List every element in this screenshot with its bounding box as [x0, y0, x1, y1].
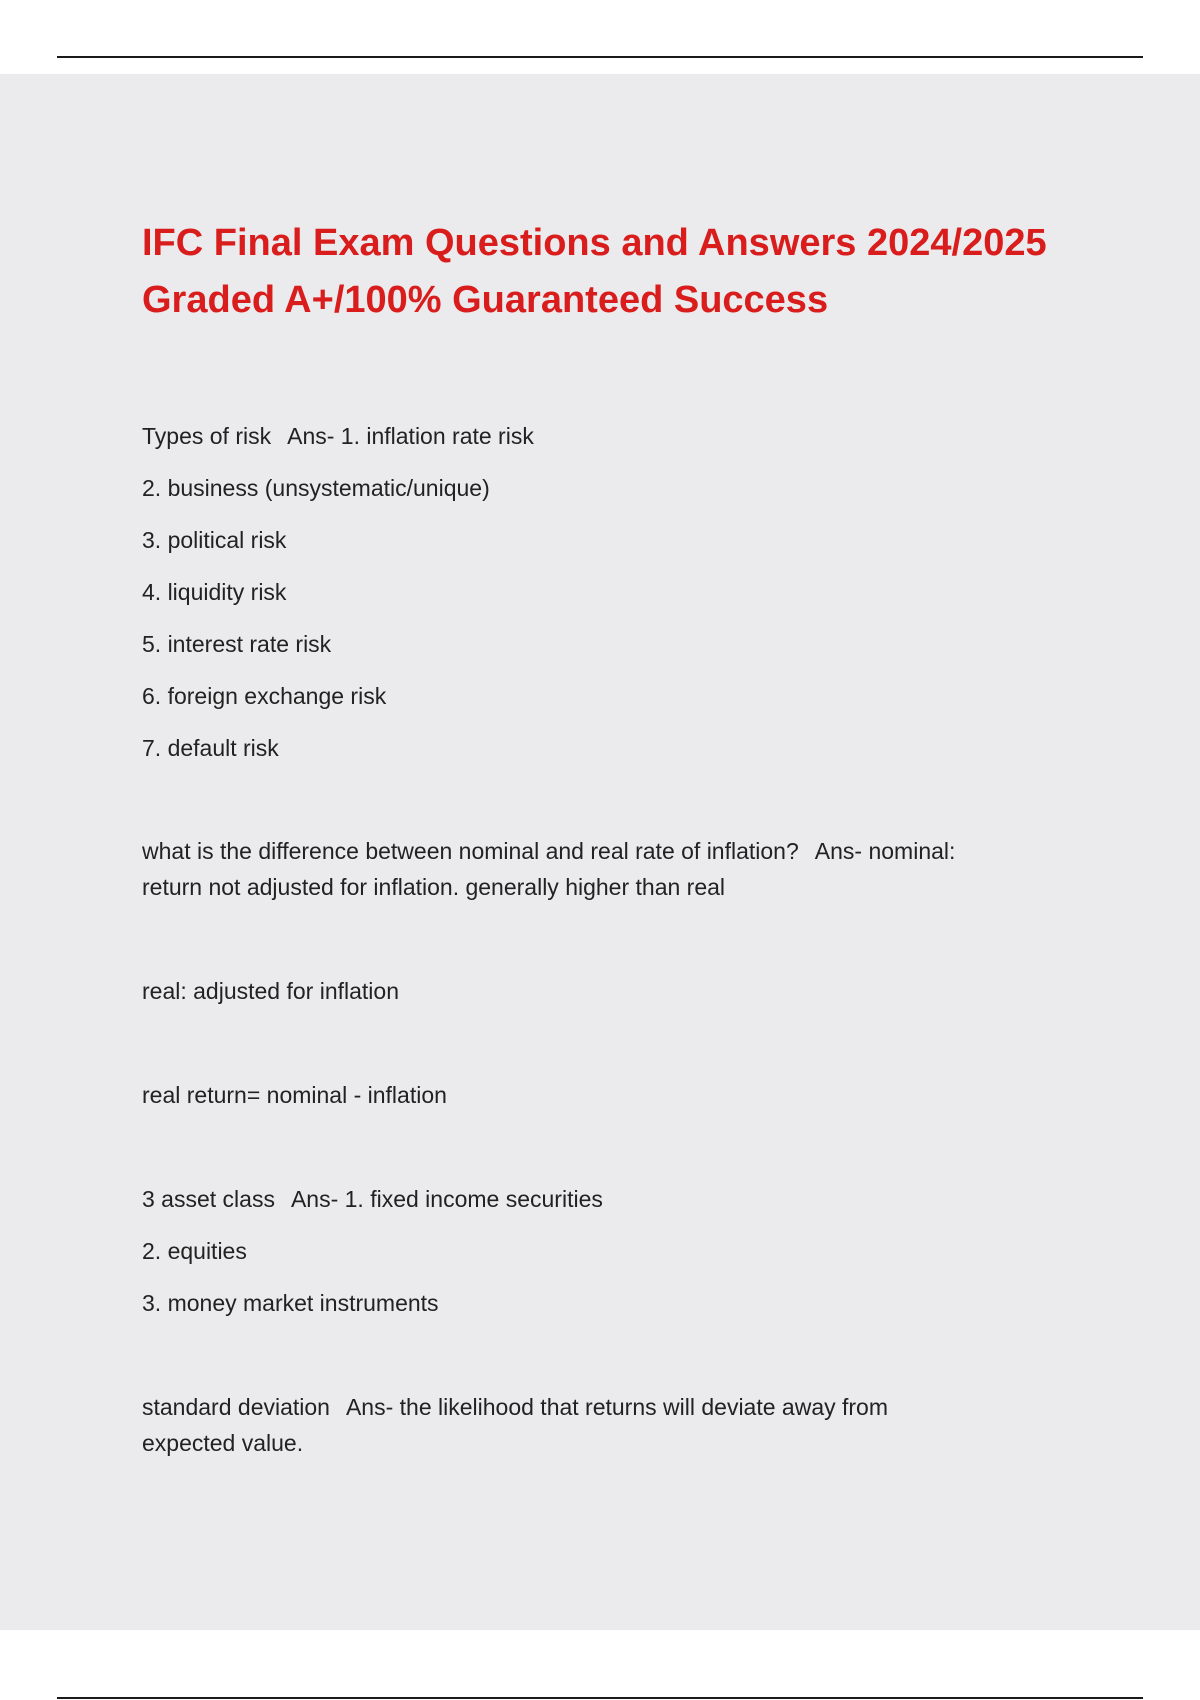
qa-1-list-item: 5. interest rate risk: [142, 631, 332, 657]
qa-1-line-1: [142, 418, 534, 454]
qa-4-answer-continued: expected value.: [142, 1430, 304, 1456]
qa-4-answer: Ans- the likelihood that returns will deviate away from: [345, 1394, 888, 1420]
qa-2-question: what is the difference between nominal and real rate of inflation?: [142, 838, 799, 864]
qa-2-answer-real: real: adjusted for inflation: [142, 978, 399, 1004]
qa-2-answer: Ans- nominal:: [814, 838, 956, 864]
qa-2-answer-continued: return not adjusted for inflation. generally higher than real: [142, 874, 726, 900]
qa-1-list-item: 7. default risk: [142, 735, 279, 761]
top-rule: [57, 56, 1143, 58]
qa-1-list-item: 6. foreign exchange risk: [142, 683, 387, 709]
qa-2-line-1: [142, 833, 955, 869]
qa-3-question: 3 asset class: [142, 1186, 275, 1212]
qa-1-list-item: 3. political risk: [142, 527, 287, 553]
qa-4-line-1: [142, 1389, 888, 1425]
qa-1-answer: Ans- 1. inflation rate risk: [287, 423, 534, 449]
qa-2-answer-formula: real return= nominal - inflation: [142, 1082, 447, 1108]
qa-1-question: Types of risk: [142, 423, 272, 449]
qa-3-list-item: 3. money market instruments: [142, 1290, 439, 1316]
qa-4-question: standard deviation: [142, 1394, 330, 1420]
title-line-2: Graded A+/100% Guaranteed Success: [142, 279, 829, 321]
qa-1-list-item: 2. business (unsystematic/unique): [142, 475, 490, 501]
qa-3-list-item: 2. equities: [142, 1238, 247, 1264]
bottom-rule: [57, 1697, 1143, 1699]
title-line-1: IFC Final Exam Questions and Answers 2024/2025: [142, 222, 1047, 264]
qa-1-list-item: 4. liquidity risk: [142, 579, 287, 605]
qa-3-line-1: [142, 1181, 603, 1217]
qa-3-answer: Ans- 1. fixed income securities: [290, 1186, 603, 1212]
document-title: [142, 215, 1102, 329]
